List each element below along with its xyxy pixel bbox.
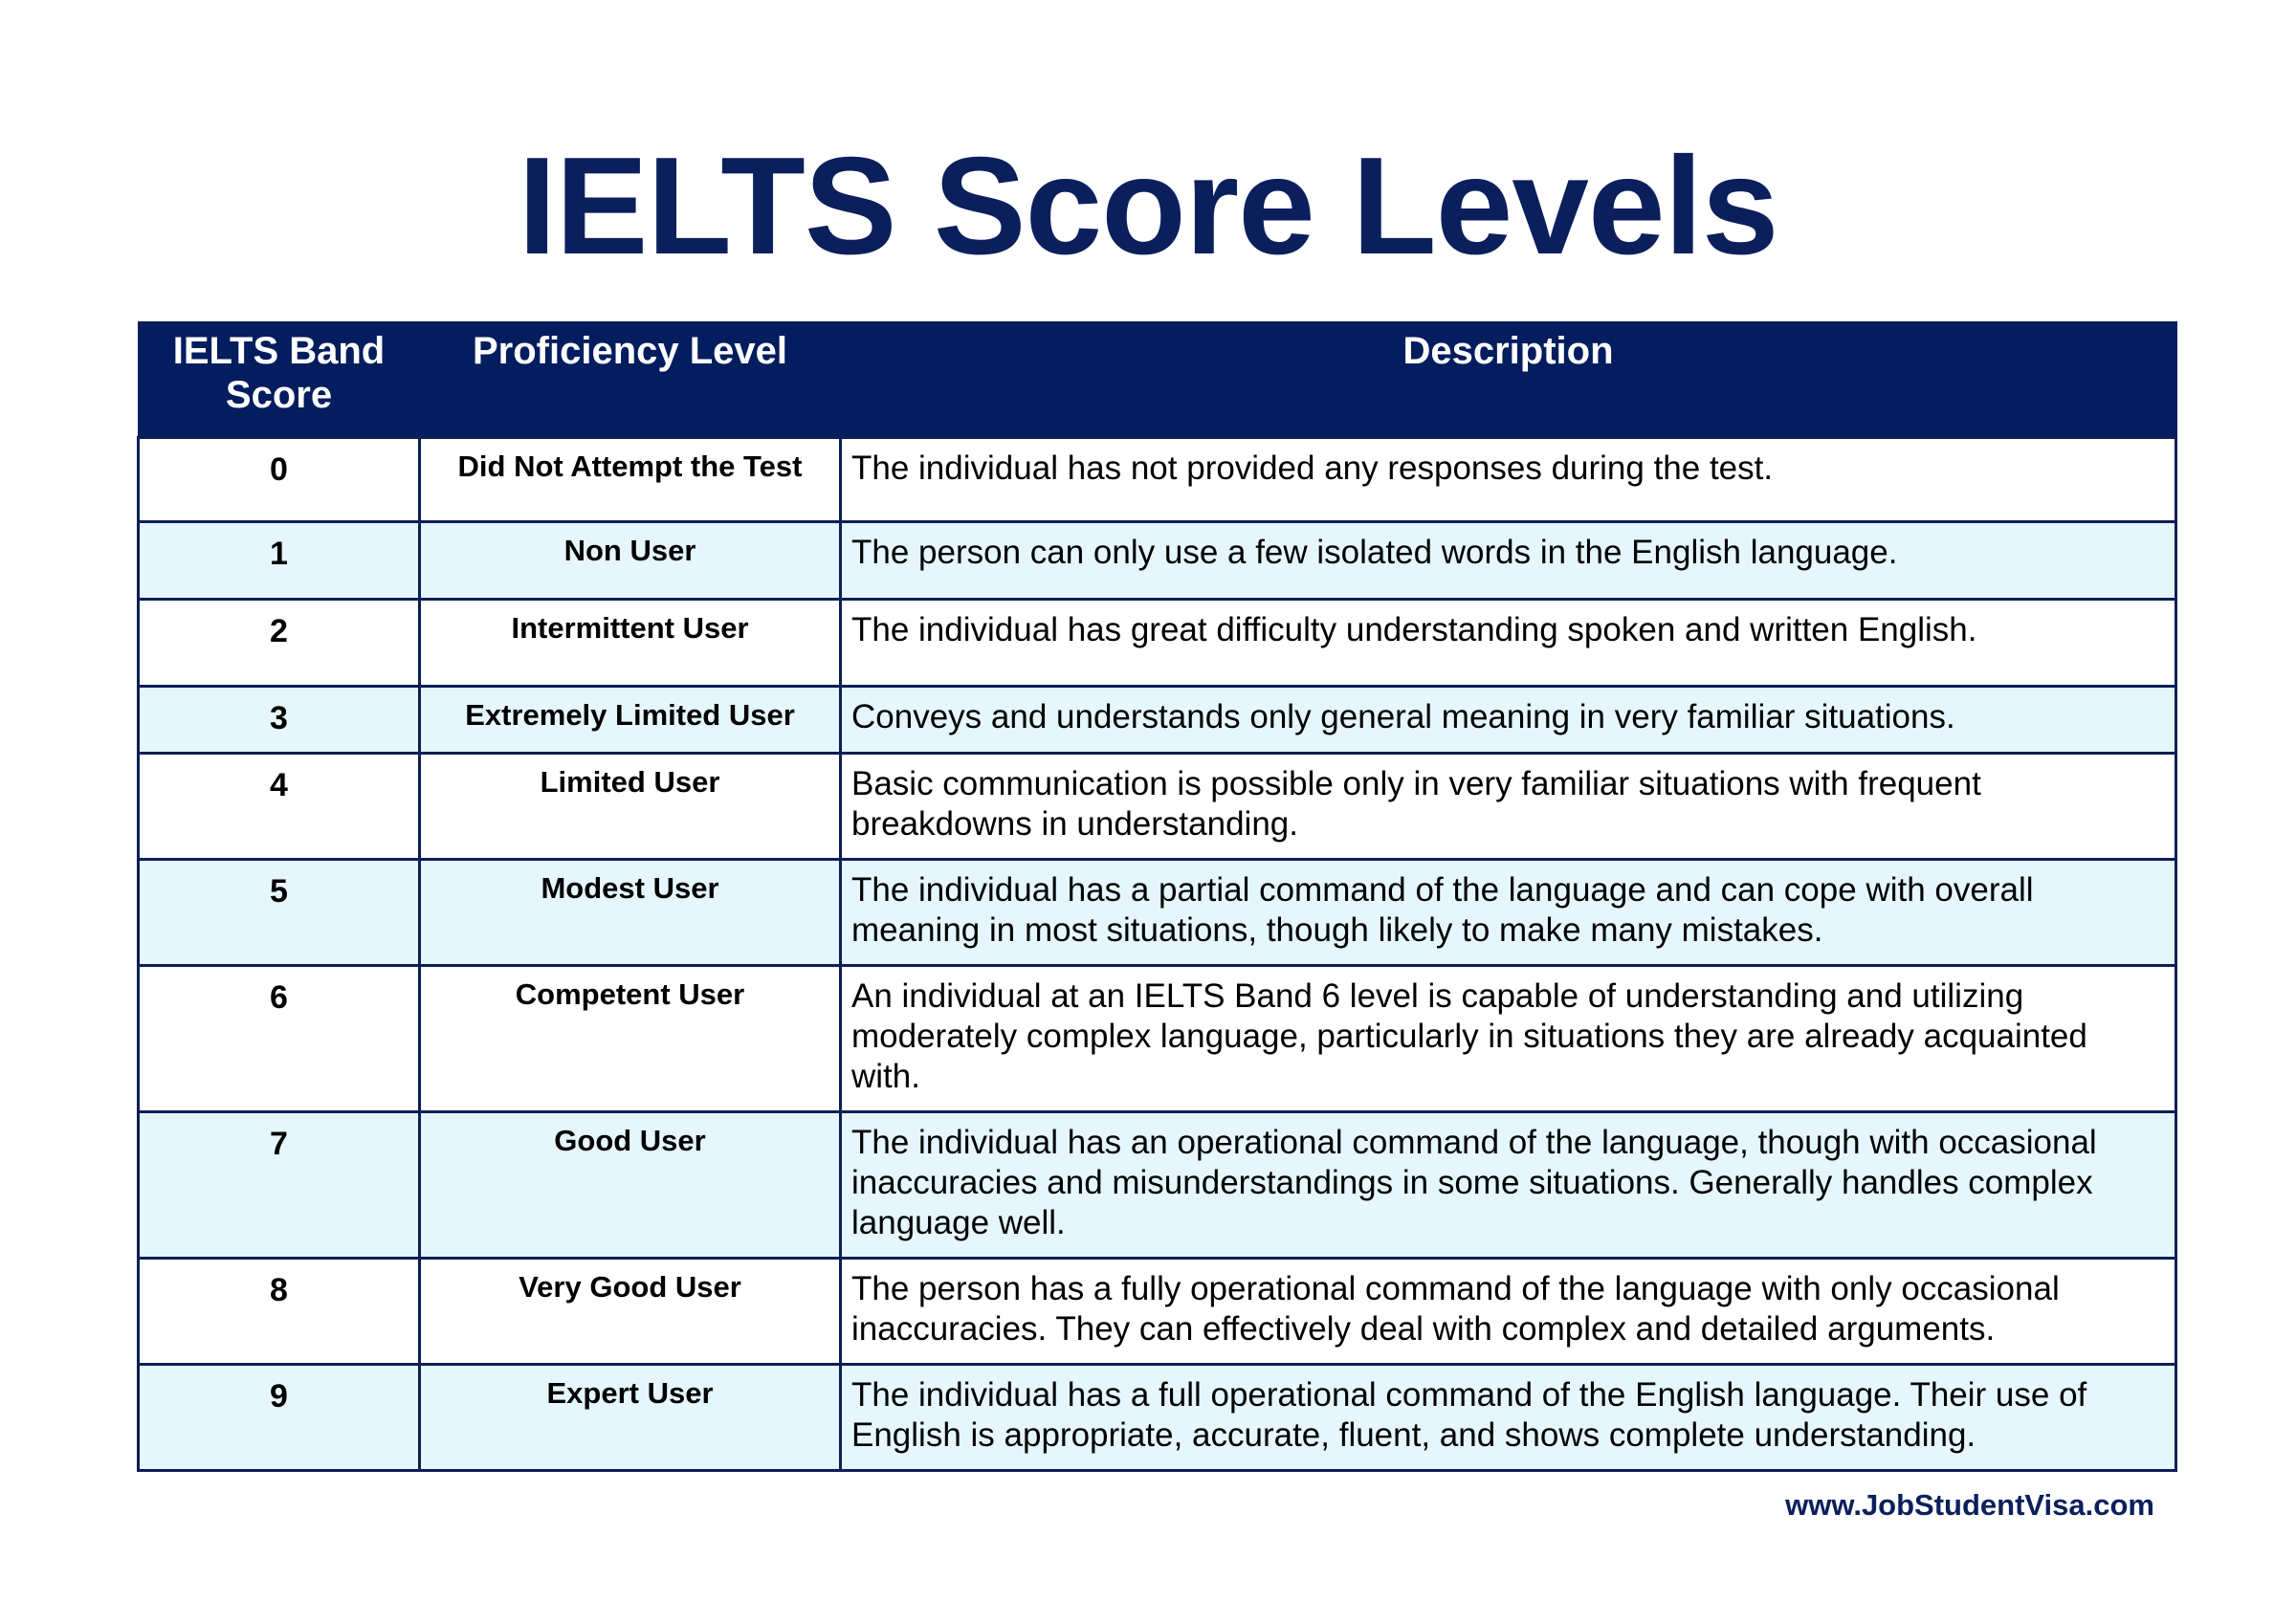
description-cell: The individual has an operational command of the language, though with occasional inaccuracies and misunderstandings in some situations. Generally handles complex language well.	[841, 1112, 2176, 1259]
description-cell: An individual at an IELTS Band 6 level is capable of understanding and utilizing moderately complex language, particularly in situations they are already acquainted with.	[841, 966, 2176, 1112]
table-row	[139, 860, 2176, 966]
description-cell: The individual has not provided any responses during the test.	[841, 438, 2176, 522]
table-row	[139, 1112, 2176, 1259]
band-score-cell: 3	[139, 687, 420, 754]
table-row	[139, 438, 2176, 522]
proficiency-level-cell: Limited User	[420, 754, 841, 860]
website-link[interactable]: www.JobStudentVisa.com	[1785, 1488, 2154, 1522]
band-score-cell: 4	[139, 754, 420, 860]
description-cell: Basic communication is possible only in very familiar situations with frequent breakdowns in understanding.	[841, 754, 2176, 860]
table-header-row	[139, 322, 2176, 438]
band-score-cell: 5	[139, 860, 420, 966]
band-score-cell: 2	[139, 600, 420, 687]
table-row	[139, 600, 2176, 687]
proficiency-level-cell: Expert User	[420, 1365, 841, 1471]
proficiency-level-cell: Intermittent User	[420, 600, 841, 687]
description-cell: Conveys and understands only general meaning in very familiar situations.	[841, 687, 2176, 754]
table-row	[139, 522, 2176, 600]
proficiency-level-cell: Extremely Limited User	[420, 687, 841, 754]
description-cell: The person can only use a few isolated words in the English language.	[841, 522, 2176, 600]
band-score-cell: 1	[139, 522, 420, 600]
description-cell: The individual has great difficulty understanding spoken and written English.	[841, 600, 2176, 687]
band-score-cell: 6	[139, 966, 420, 1112]
description-cell: The person has a fully operational command of the language with only occasional inaccuracies. They can effectively deal with complex and detailed arguments.	[841, 1259, 2176, 1365]
table-row	[139, 1365, 2176, 1471]
band-score-cell: 9	[139, 1365, 420, 1471]
band-score-cell: 7	[139, 1112, 420, 1259]
proficiency-level-cell: Very Good User	[420, 1259, 841, 1365]
description-cell: The individual has a full operational command of the English language. Their use of English is appropriate, accurate, fluent, and shows complete understanding.	[841, 1365, 2176, 1471]
score-table	[137, 321, 2177, 1472]
description-cell: The individual has a partial command of the language and can cope with overall meaning in most situations, though likely to make many mistakes.	[841, 860, 2176, 966]
header-description: Description	[841, 322, 2176, 438]
page-title: IELTS Score Levels	[518, 128, 1778, 283]
table-row	[139, 754, 2176, 860]
header-proficiency-level: Proficiency Level	[420, 322, 841, 438]
proficiency-level-cell: Did Not Attempt the Test	[420, 438, 841, 522]
proficiency-level-cell: Non User	[420, 522, 841, 600]
table-row	[139, 1259, 2176, 1365]
proficiency-level-cell: Modest User	[420, 860, 841, 966]
table-row	[139, 966, 2176, 1112]
proficiency-level-cell: Competent User	[420, 966, 841, 1112]
table-row	[139, 687, 2176, 754]
header-band-score: IELTS Band Score	[139, 322, 420, 438]
proficiency-level-cell: Good User	[420, 1112, 841, 1259]
band-score-cell: 8	[139, 1259, 420, 1365]
band-score-cell: 0	[139, 438, 420, 522]
